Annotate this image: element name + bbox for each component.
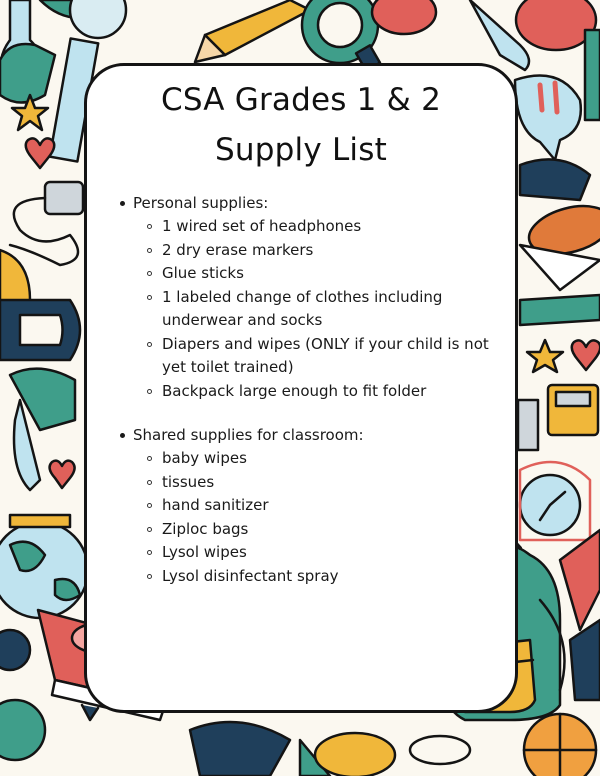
list-item-line: underwear and socks	[162, 311, 323, 329]
heart-icon	[26, 138, 55, 168]
list-item: Glue sticks	[161, 262, 495, 286]
pencil-icon	[195, 0, 310, 62]
headphones-icon	[10, 182, 83, 265]
list-item: baby wipes	[161, 447, 495, 471]
personal-supplies-section	[117, 192, 495, 403]
list-item: Backpack large enough to fit folder	[161, 380, 495, 404]
list-item: tissues	[161, 471, 495, 495]
list-item: hand sanitizer	[161, 494, 495, 518]
list-item	[161, 333, 495, 380]
list-item-line: yet toilet trained)	[162, 358, 294, 376]
list-item-line: Diapers and wipes (ONLY if your child is not	[162, 334, 489, 353]
list-item: Lysol wipes	[161, 541, 495, 565]
personal-supplies-list	[117, 215, 495, 403]
basketball-icon	[524, 714, 596, 776]
alarm-clock-icon	[520, 462, 590, 540]
shared-supplies-list	[117, 447, 495, 588]
globe-icon	[0, 515, 88, 618]
speech-bubble-icon	[515, 76, 581, 161]
paper-plane-icon	[520, 245, 600, 290]
list-item: 2 dry erase markers	[161, 239, 495, 263]
list-item-line: 1 labeled change of clothes including	[162, 287, 443, 306]
personal-supplies-heading: Personal supplies:	[117, 192, 495, 215]
shared-supplies-section	[117, 424, 495, 588]
list-item: Lysol disinfectant spray	[161, 565, 495, 589]
list-item: 1 wired set of headphones	[161, 215, 495, 239]
shared-supplies-heading: Shared supplies for classroom:	[117, 424, 495, 447]
list-item	[161, 286, 495, 333]
list-item: Ziploc bags	[161, 518, 495, 542]
page-title: CSA Grades 1 & 2	[160, 82, 441, 118]
magnifier-icon	[302, 0, 380, 71]
page-subtitle: Supply List	[215, 132, 387, 168]
supply-list-card	[84, 63, 518, 713]
